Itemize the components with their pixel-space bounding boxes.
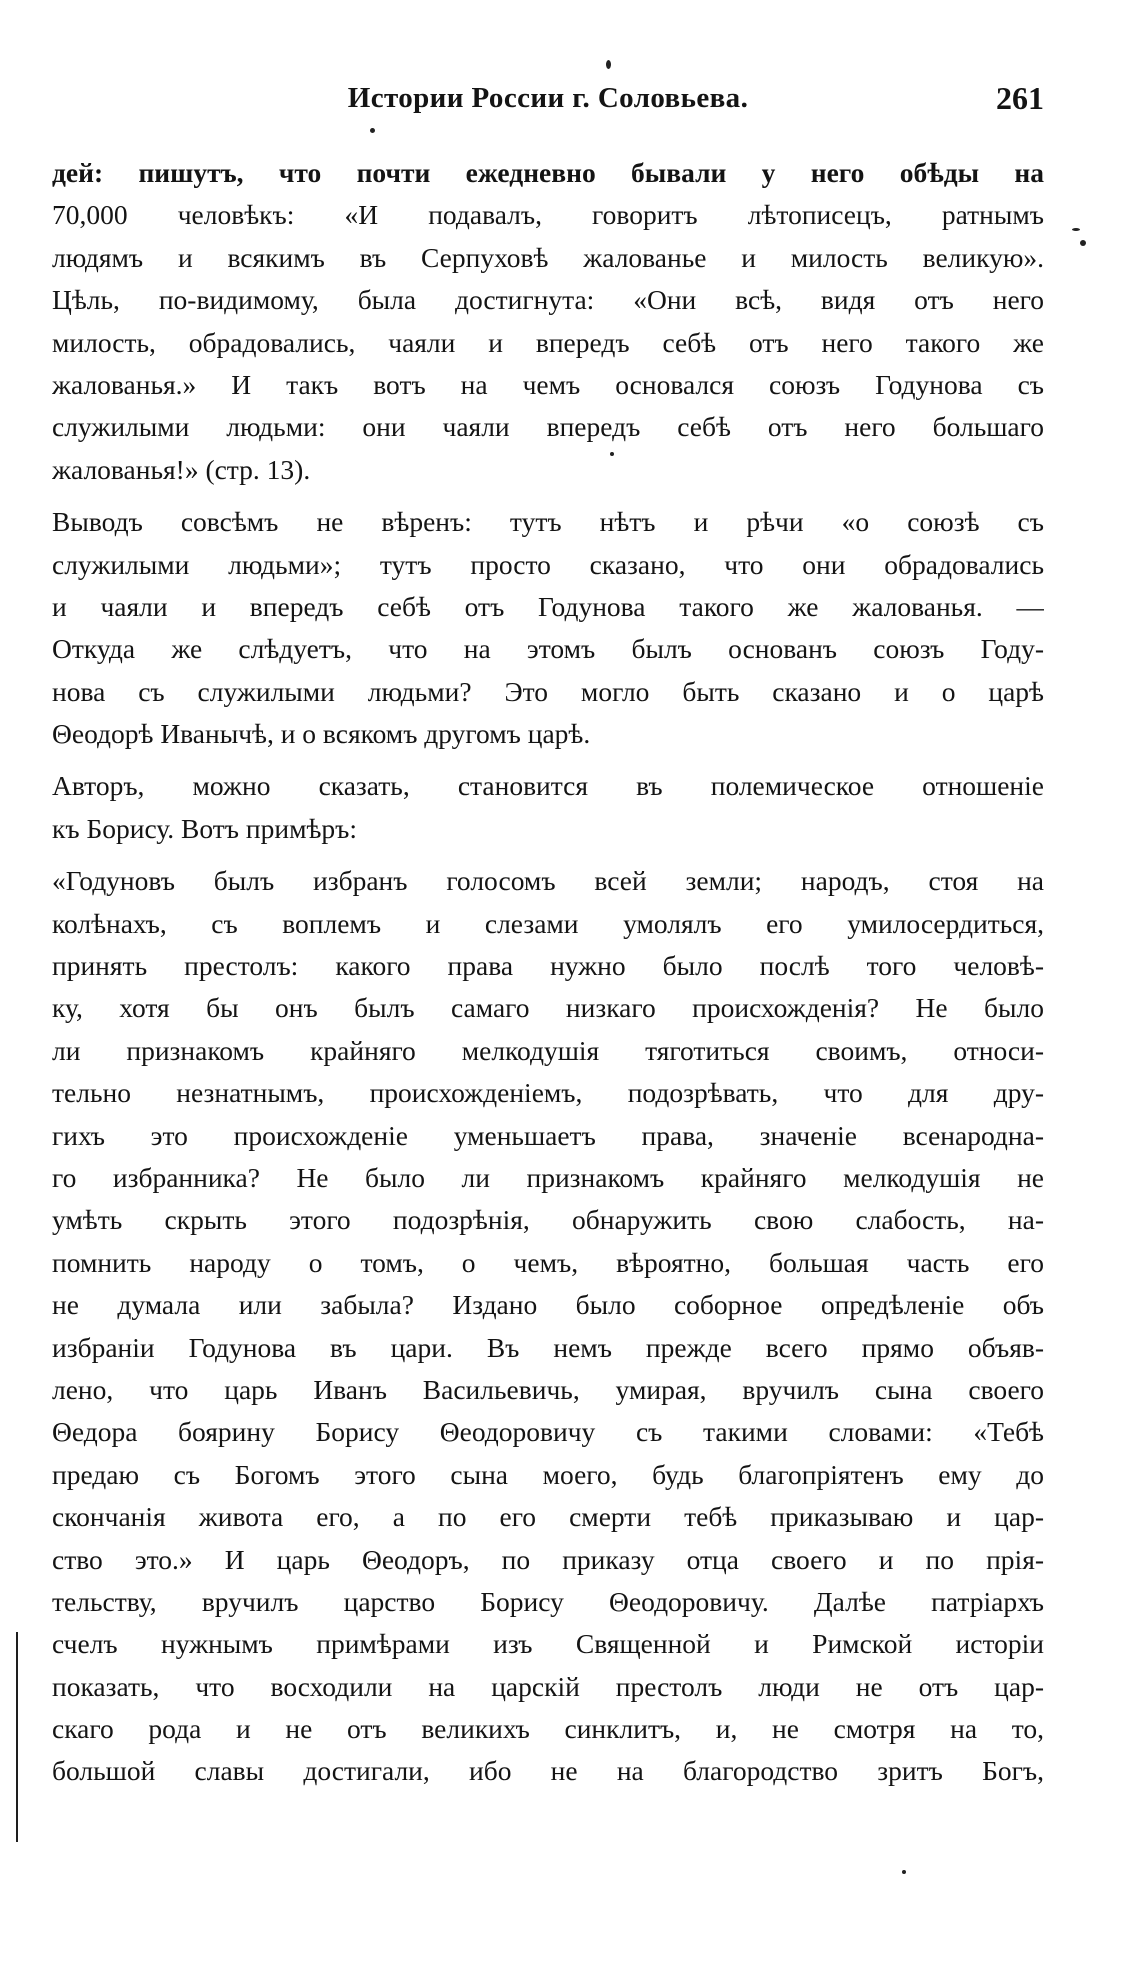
paragraph-1 [52,152,1044,491]
text-line: счелъ нужнымъ примѣрами изъ Священной и Римской исторіи [52,1628,1044,1660]
text-line: къ Борису. Вотъ примѣръ: [52,812,358,844]
paragraph-2 [52,501,1044,755]
text-line: и чаяли и впередъ себѣ отъ Годунова такого же жалованья. — [52,590,1044,622]
scan-margin-line [16,1632,18,1842]
text-line: людямъ и всякимъ въ Серпуховѣ жалованье и милость великую». [52,241,1044,273]
text-line: принять престолъ: какого права нужно было послѣ того человѣ- [52,950,1044,982]
body-text [52,152,1044,1793]
print-speck [370,128,375,133]
text-line: скаго рода и не отъ великихъ синклитъ, и, не смотря на то, [52,1713,1044,1745]
text-line: Откуда же слѣдуетъ, что на этомъ былъ основанъ союзъ Году- [52,633,1044,665]
text-line: скончанія живота его, а по его смерти тебѣ приказываю и цар- [52,1501,1044,1533]
text-line: ку, хотя бы онъ былъ самаго низкаго происхожденія? Не было [52,992,1044,1024]
text-line: не думала или забыла? Издано было соборное опредѣленіе объ [52,1289,1044,1321]
paragraph-4-quotation [52,860,1044,1793]
text-line: предаю съ Богомъ этого сына моего, будь благопріятенъ ему до [52,1458,1044,1490]
text-line: нова съ служилыми людьми? Это могло быть сказано и о царѣ [52,675,1044,707]
text-line: жалованья!» (стр. 13). [52,453,311,485]
text-line: Θеодорѣ Иванычѣ, и о всякомъ другомъ царѣ. [52,718,591,750]
text-line: тельству, вручилъ царство Борису Θеодоровичу. Далѣе патріархъ [52,1585,1044,1617]
page-number: 261 [996,80,1044,116]
text-line: гихъ это происхожденіе уменьшаетъ права, значеніе всенародна- [52,1119,1044,1151]
print-speck [902,1870,906,1874]
print-speck [1072,228,1080,231]
text-line: го избранника? Не было ли признакомъ крайняго мелкодушія не [52,1161,1044,1193]
print-speck [606,60,611,69]
text-line: дей: пишутъ, что почти ежедневно бывали у него обѣды на [52,157,1044,188]
text-line: служилыми людьми: они чаяли впередъ себѣ отъ него большаго [52,411,1044,443]
text-line: показать, что восходили на царскій престолъ люди не отъ цар- [52,1670,1044,1702]
text-line: ли признакомъ крайняго мелкодушія тяготиться своимъ, относи- [52,1034,1044,1066]
running-head [52,76,1044,120]
text-line: Θедора боярину Борису Θеодоровичу съ такими словами: «Тебѣ [52,1416,1044,1448]
paragraph-3 [52,765,1044,850]
text-line: лено, что царь Иванъ Васильевичь, умирая, вручилъ сына своего [52,1373,1044,1405]
print-speck [1080,240,1086,246]
text-line: умѣть скрыть этого подозрѣнія, обнаружить свою слабость, на- [52,1204,1044,1236]
text-line: ство это.» И царь Θеодоръ, по приказу отца своего и по прія- [52,1543,1044,1575]
text-line: избраніи Годунова въ цари. Въ немъ прежде всего прямо объяв- [52,1331,1044,1363]
text-line: колѣнахъ, съ воплемъ и слезами умолялъ его умилосердиться, [52,907,1044,939]
text-line: служилыми людьми»; тутъ просто сказано, что они обрадовались [52,548,1044,580]
text-line: тельно незнатнымъ, происхожденіемъ, подозрѣвать, что для дру- [52,1077,1044,1109]
text-line: большой славы достигали, ибо не на благородство зритъ Богъ, [52,1755,1044,1787]
text-line: 70,000 человѣкъ: «И подавалъ, говоритъ лѣтописецъ, ратнымъ [52,199,1044,231]
text-line: Цѣль, по-видимому, была достигнута: «Они всѣ, видя отъ него [52,284,1044,316]
text-line: помнить народу о томъ, о чемъ, вѣроятно, большая часть его [52,1246,1044,1278]
text-line: милость, обрадовались, чаяли и впередъ себѣ отъ него такого же [52,326,1044,358]
text-line: жалованья.» И такъ вотъ на чемъ основался союзъ Годунова съ [52,368,1044,400]
running-title: Истории России г. Соловьева. [347,82,749,114]
text-line: Авторъ, можно сказать, становится въ полемическое отношеніе [52,770,1044,802]
text-line: Выводъ совсѣмъ не вѣренъ: тутъ нѣтъ и рѣчи «о союзѣ съ [52,506,1044,538]
text-line: «Годуновъ былъ избранъ голосомъ всей земли; народъ, стоя на [52,865,1044,897]
